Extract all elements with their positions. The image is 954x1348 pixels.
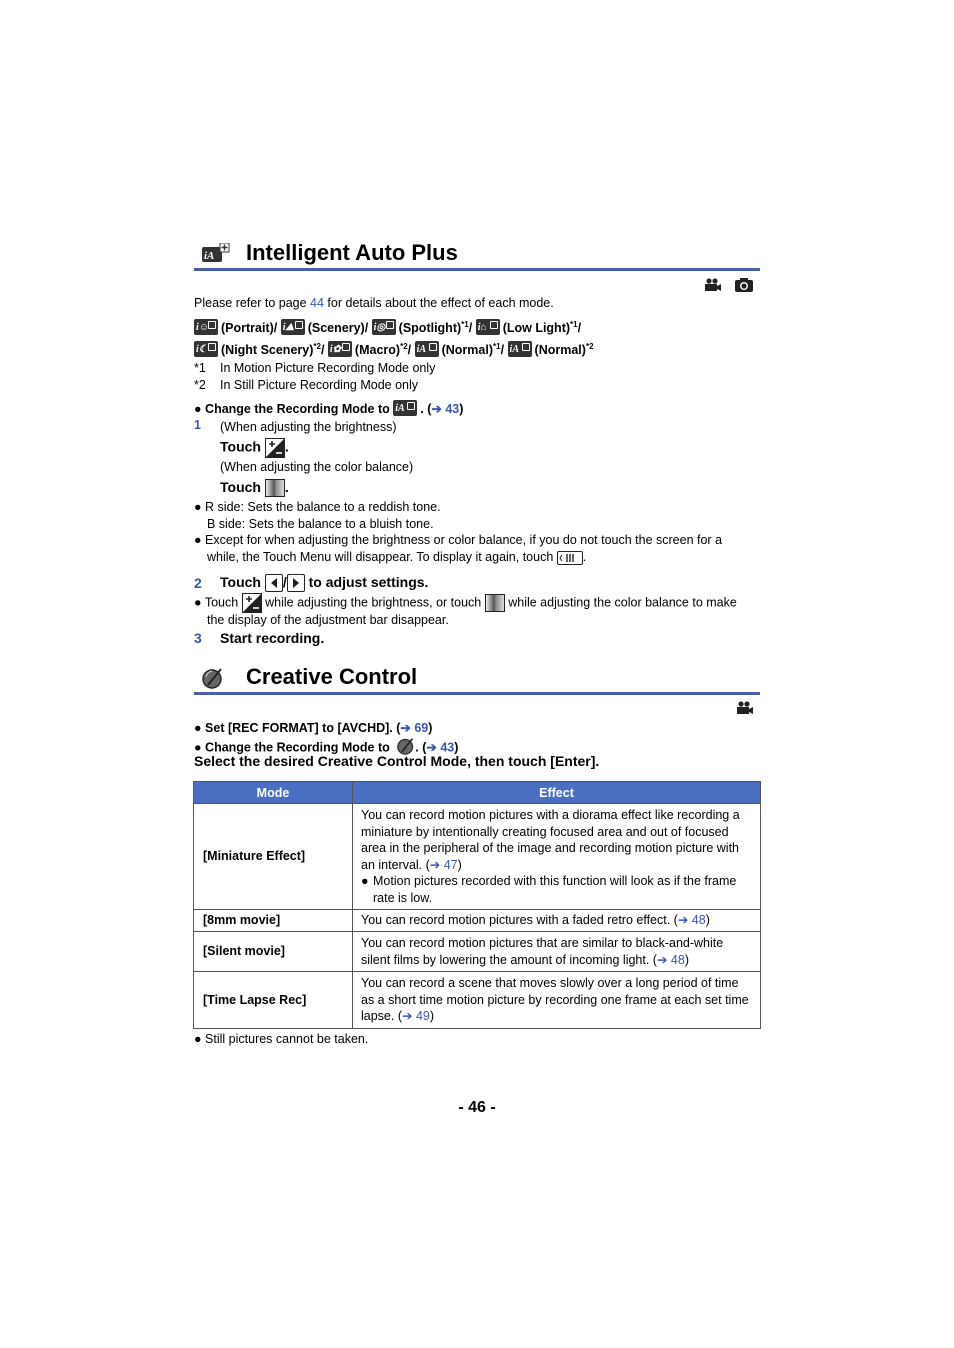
- bullet-text: Set [REC FORMAT] to [AVCHD]. (: [205, 721, 401, 735]
- camera-mode-icon: [734, 277, 754, 296]
- table-row: [194, 910, 761, 932]
- separator: /: [577, 321, 582, 336]
- normal-still-icon: iA: [508, 341, 532, 357]
- header-effect: Effect: [353, 782, 761, 804]
- effect-cell: [353, 910, 761, 932]
- step1-note-brightness: (When adjusting the brightness): [220, 420, 397, 434]
- period: .: [284, 479, 289, 495]
- mode-label: (Macro): [354, 343, 401, 358]
- motion-picture-mode-icon: [704, 278, 722, 295]
- separator: /: [500, 343, 505, 358]
- svg-text:iA: iA: [204, 250, 215, 262]
- left-arrow-icon[interactable]: [265, 574, 283, 592]
- right-arrow-icon[interactable]: [287, 574, 305, 592]
- prerequisite-bullet: [194, 400, 463, 417]
- mode-label: (Normal): [441, 343, 494, 358]
- step1-note-color-balance: (When adjusting the color balance): [220, 460, 414, 474]
- intro-prefix: Please refer to page: [194, 296, 311, 310]
- page-link-43[interactable]: ➔ 43: [431, 402, 460, 416]
- scenery-icon: i⛰: [281, 319, 305, 335]
- bullet-icon: ●: [194, 533, 202, 547]
- touch-label: Touch: [220, 479, 261, 495]
- footnote-mark: *1: [570, 320, 578, 329]
- footnote-mark: *1: [461, 320, 469, 329]
- footnote-1: [194, 360, 436, 376]
- creative-control-icon: [202, 667, 224, 692]
- bullet-text: Change the Recording Mode to: [205, 402, 390, 416]
- footer-note-text: Still pictures cannot be taken.: [205, 1032, 369, 1046]
- bullet-text: Touch: [204, 595, 239, 610]
- intelligent-auto-plus-icon: [202, 243, 230, 266]
- bullet-icon: ●: [194, 1032, 202, 1046]
- mode-cell: [8mm movie]: [194, 910, 353, 932]
- brightness-icon[interactable]: [265, 438, 285, 458]
- bullet-text: Change the Recording Mode to: [205, 740, 390, 755]
- ref-open: . (: [415, 740, 427, 755]
- step2: [220, 574, 428, 592]
- separator: /: [407, 343, 412, 358]
- bullet-icon: ●: [361, 874, 369, 888]
- effect-cell: [353, 932, 761, 972]
- night-scenery-icon: i☾: [194, 341, 218, 357]
- intro-text: [194, 295, 554, 311]
- footnote-mark: *2: [194, 378, 206, 392]
- ref-close: ): [428, 721, 433, 735]
- section-title: Creative Control: [246, 664, 418, 689]
- ref-close: ): [705, 913, 710, 928]
- mode-label: (Night Scenery): [221, 343, 314, 358]
- mode-cell: [Time Lapse Rec]: [194, 972, 353, 1029]
- normal-motion-icon: iA: [415, 341, 439, 357]
- step1-touch-color-balance: [220, 479, 289, 497]
- footnote-mark: *2: [585, 342, 594, 351]
- mode-label: (Spotlight): [398, 321, 462, 336]
- page-link-44[interactable]: 44: [310, 296, 324, 310]
- color-balance-icon[interactable]: [485, 594, 505, 612]
- ref-open: . (: [420, 402, 432, 416]
- separator: /: [468, 321, 473, 336]
- bullet-rec-format: [194, 720, 432, 736]
- bullet-icon: ●: [194, 402, 202, 416]
- touch-label: Touch: [220, 438, 261, 455]
- mode-label: (Normal): [534, 343, 586, 358]
- bullet-text: R side: Sets the balance to a reddish tone.: [205, 500, 441, 514]
- footnote-2: [194, 377, 419, 393]
- separator: /: [320, 343, 325, 358]
- table-row: [194, 932, 761, 972]
- bullet-icon: ●: [194, 595, 202, 610]
- touch-menu-icon[interactable]: [557, 551, 583, 565]
- period: .: [284, 438, 289, 455]
- mode-cell: [Silent movie]: [194, 932, 353, 972]
- ref-close: ): [459, 402, 464, 416]
- step-number-2: 2: [194, 575, 202, 591]
- spotlight-icon: i◎: [372, 319, 396, 335]
- low-light-icon: i⌂: [476, 319, 500, 335]
- mode-label: (Low Light): [502, 321, 571, 336]
- instruction-text: Select the desired Creative Control Mode, then touch [Enter].: [194, 753, 600, 769]
- footnote-mark: *2: [313, 342, 321, 351]
- table-row: [194, 804, 761, 910]
- intelligent-auto-plus-icon: iA: [393, 400, 417, 416]
- footer-note: [194, 1031, 368, 1047]
- table-row: [194, 972, 761, 1029]
- effect-cell: [353, 972, 761, 1029]
- bullet-text: Except for when adjusting the brightness or color balance, if you do not touch the screen for a: [205, 533, 723, 547]
- footnote-text: In Still Picture Recording Mode only: [220, 378, 419, 392]
- heading-rule: [194, 268, 760, 271]
- footnote-mark: *1: [493, 342, 501, 351]
- note-text: Motion pictures recorded with this function will look as if the frame rate is low.: [373, 874, 737, 905]
- page-link-69[interactable]: ➔ 69: [400, 721, 429, 735]
- heading-rule: [194, 692, 760, 695]
- color-balance-icon[interactable]: [265, 479, 285, 497]
- page-link-49[interactable]: ➔ 49: [402, 1009, 430, 1023]
- step3-text: Start recording.: [220, 630, 325, 646]
- effect-text: You can record motion pictures with a diorama effect like recording a miniature by intentionally creating focused area and out of focused area in the peripheral of the image and recording motion picture with an interval. (: [361, 808, 740, 872]
- section-title: Intelligent Auto Plus: [246, 240, 458, 265]
- bullet-icon: ●: [194, 500, 202, 514]
- creative-control-table: [193, 781, 761, 1029]
- mode-label: (Portrait)/: [221, 321, 278, 336]
- macro-icon: i✿: [328, 341, 352, 357]
- section-heading-creative-control: [194, 664, 760, 694]
- step-number-1: 1: [194, 418, 201, 432]
- effect-text: You can record motion pictures with a faded retro effect. (: [361, 913, 678, 928]
- bullet-text: while, the Touch Menu will disappear. To display it again, touch: [207, 550, 554, 564]
- bullet-text: while adjusting the brightness, or touch: [265, 595, 482, 610]
- motion-picture-mode-icon: [736, 701, 754, 718]
- effect-text: You can record motion pictures that are similar to black-and-white silent films by lowering the amount of incoming light. (: [361, 936, 724, 967]
- period: .: [582, 550, 587, 564]
- section-heading-intelligent-auto-plus: [194, 240, 760, 270]
- bullet-r-side: [194, 499, 441, 515]
- separator: /: [282, 574, 287, 590]
- page-link-47[interactable]: ➔ 47: [429, 857, 458, 872]
- bullet-touch: [194, 593, 737, 613]
- bullet-except-1: [194, 532, 722, 548]
- bullet-b-side: B side: Sets the balance to a bluish tone.: [207, 517, 434, 531]
- bullet-except-2: [207, 549, 586, 565]
- modes-line-2: [194, 339, 594, 358]
- ref-close: ): [457, 857, 462, 872]
- header-mode: Mode: [194, 782, 353, 804]
- bullet-text: while adjusting the color balance to make: [508, 595, 737, 610]
- bullet-icon: ●: [194, 721, 202, 735]
- page-link-48[interactable]: ➔ 48: [656, 952, 685, 967]
- bullet-icon: ●: [194, 740, 202, 755]
- portrait-icon: i☺: [194, 319, 218, 335]
- footnote-text: In Motion Picture Recording Mode only: [220, 361, 436, 375]
- effect-note: [361, 873, 752, 906]
- page-link-43[interactable]: ➔ 43: [426, 740, 455, 755]
- footnote-mark: *1: [194, 361, 206, 375]
- brightness-icon[interactable]: [242, 593, 262, 613]
- page-link-48[interactable]: ➔ 48: [677, 913, 706, 928]
- footnote-mark: *2: [400, 342, 408, 351]
- step1-touch-brightness: [220, 438, 289, 458]
- effect-text: You can record a scene that moves slowly over a long period of time as a short time motion picture by recording one frame at each set time lapse. (: [361, 976, 749, 1023]
- mode-cell: [Miniature Effect]: [194, 804, 353, 910]
- modes-line-1: [194, 317, 581, 336]
- intro-suffix: for details about the effect of each mode.: [323, 296, 554, 310]
- touch-label: Touch: [220, 574, 261, 590]
- ref-close: ): [429, 1009, 435, 1023]
- ref-close: ): [454, 740, 459, 755]
- bullet-touch-continued: the display of the adjustment bar disappear.: [207, 613, 449, 627]
- page-number: - 46 -: [458, 1099, 496, 1116]
- ref-close: ): [684, 952, 689, 967]
- step2-text: to adjust settings.: [308, 574, 429, 590]
- step-number-3: 3: [194, 630, 202, 646]
- mode-label: (Scenery)/: [307, 321, 369, 336]
- table-header-row: [194, 782, 761, 804]
- effect-cell: [353, 804, 761, 910]
